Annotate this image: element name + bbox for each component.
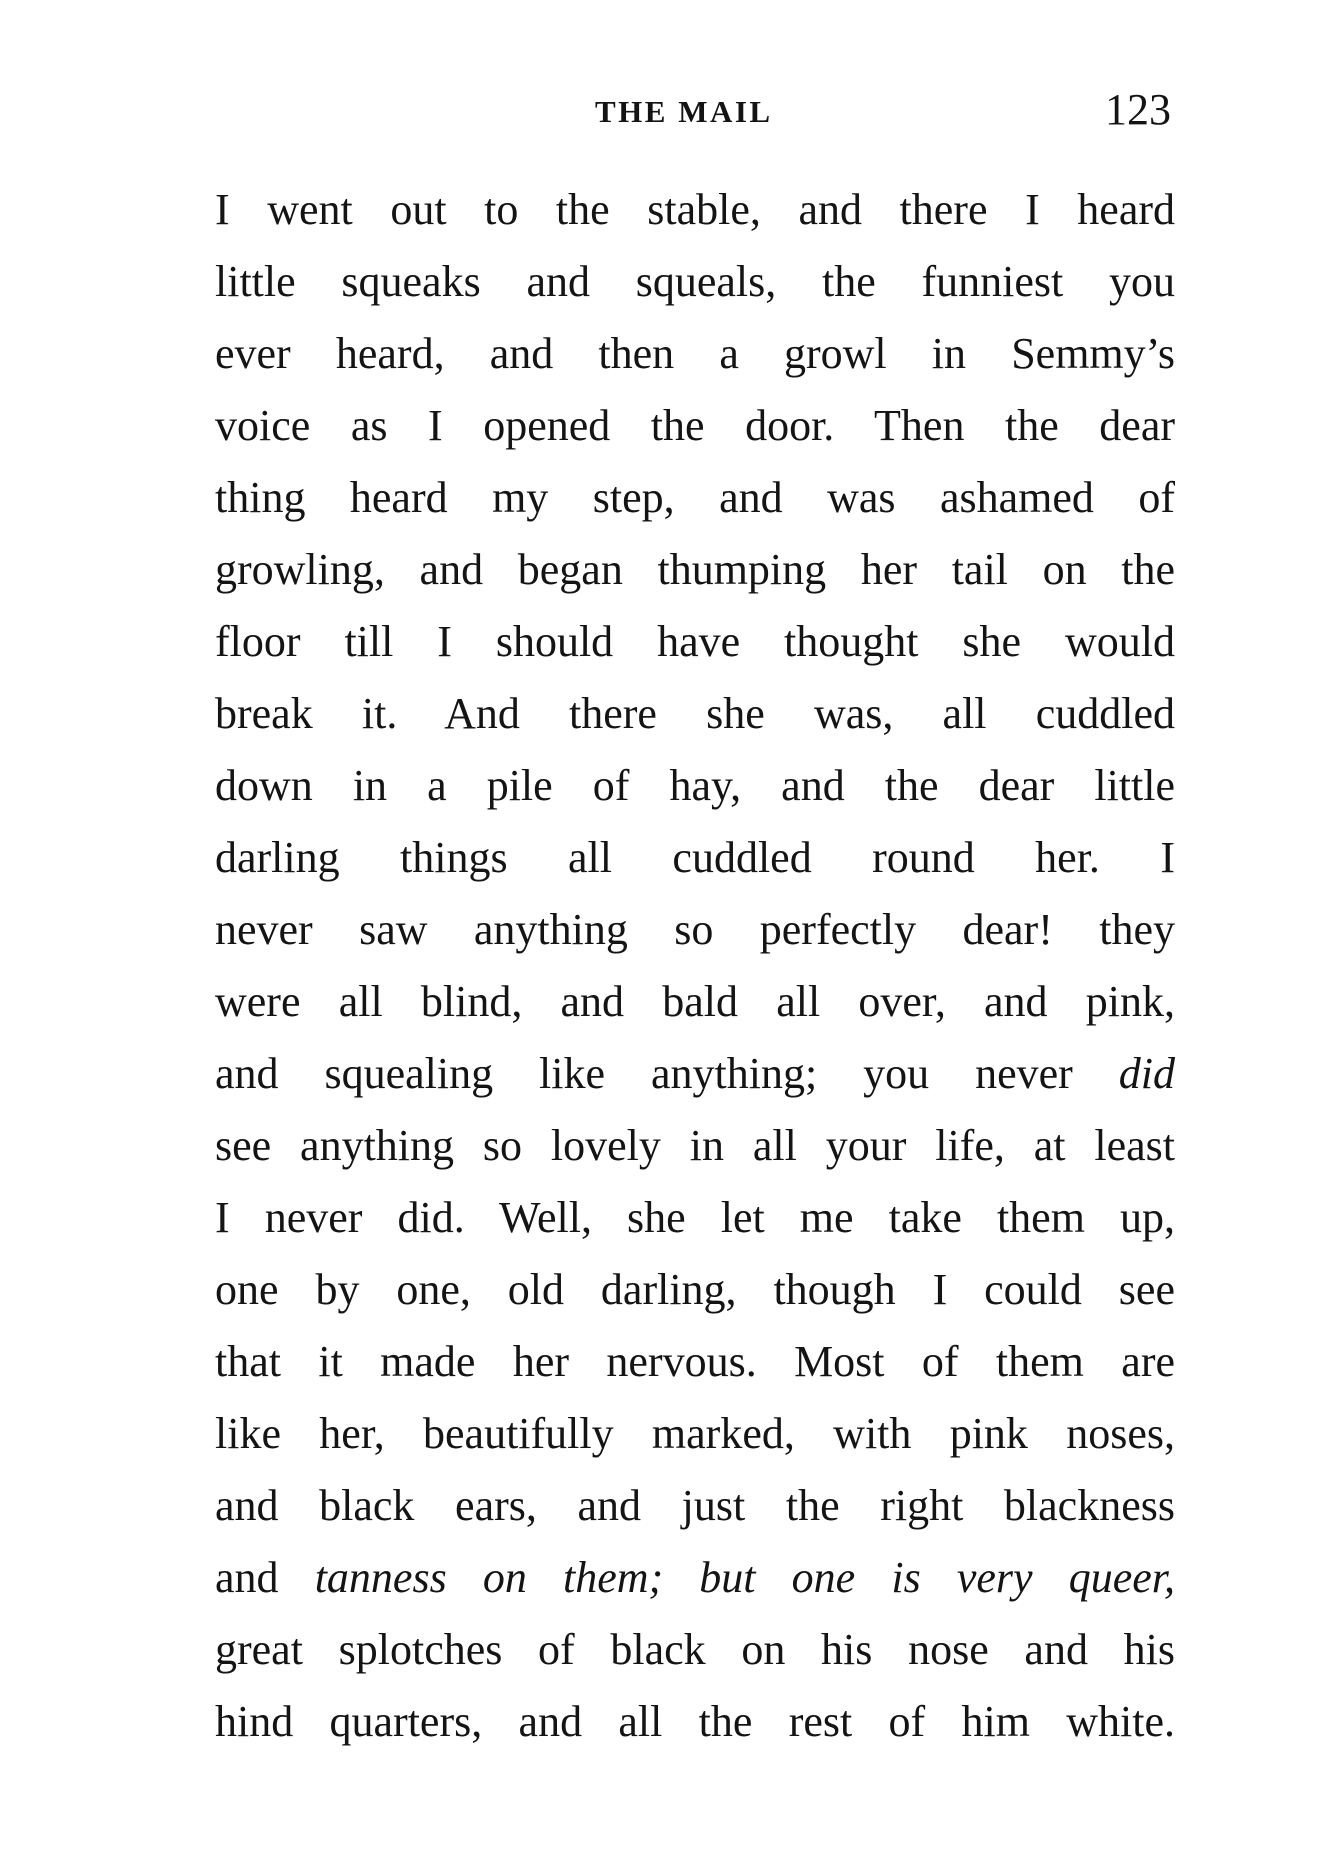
body-text: [215, 174, 1175, 1758]
text-line: growling, and began thumping her tail on the: [215, 545, 1175, 594]
text-line: [215, 1038, 1175, 1110]
text-line: great splotches of black on his nose and his: [215, 1625, 1175, 1674]
text-line: see anything so lovely in all your life, at least: [215, 1121, 1175, 1170]
text-line: I never did. Well, she let me take them up,: [215, 1193, 1175, 1242]
text-line: and black ears, and just the right blackness: [215, 1481, 1175, 1530]
text-line: ever heard, and then a growl in Semmy’s: [215, 329, 1175, 378]
text-italic: did: [1118, 1049, 1175, 1098]
text-roman: and: [215, 1553, 315, 1602]
text-roman: and squealing like anything; you never: [215, 1049, 1119, 1098]
text-line: like her, beautifully marked, with pink noses,: [215, 1409, 1175, 1458]
text-line: thing heard my step, and was ashamed of: [215, 473, 1175, 522]
text-line: I went out to the stable, and there I heard: [215, 185, 1175, 234]
text-italic: tanness on them; but one is very queer,: [314, 1553, 1175, 1602]
text-line: break it. And there she was, all cuddled: [215, 689, 1175, 738]
page-number: 123: [1105, 85, 1171, 134]
text-line: one by one, old darling, though I could see: [215, 1265, 1175, 1314]
text-line: [215, 1542, 1175, 1614]
running-head: [215, 86, 1175, 146]
text-line: darling things all cuddled round her. I: [215, 833, 1175, 882]
running-title: THE MAIL: [595, 94, 773, 129]
text-line: floor till I should have thought she would: [215, 617, 1175, 666]
text-line: were all blind, and bald all over, and pink,: [215, 977, 1175, 1026]
text-line: down in a pile of hay, and the dear little: [215, 761, 1175, 810]
text-line: never saw anything so perfectly dear! they: [215, 905, 1175, 954]
text-line: voice as I opened the door. Then the dear: [215, 401, 1175, 450]
text-line: that it made her nervous. Most of them are: [215, 1337, 1175, 1386]
text-line: little squeaks and squeals, the funniest you: [215, 257, 1175, 306]
text-line: hind quarters, and all the rest of him white.: [215, 1697, 1175, 1746]
